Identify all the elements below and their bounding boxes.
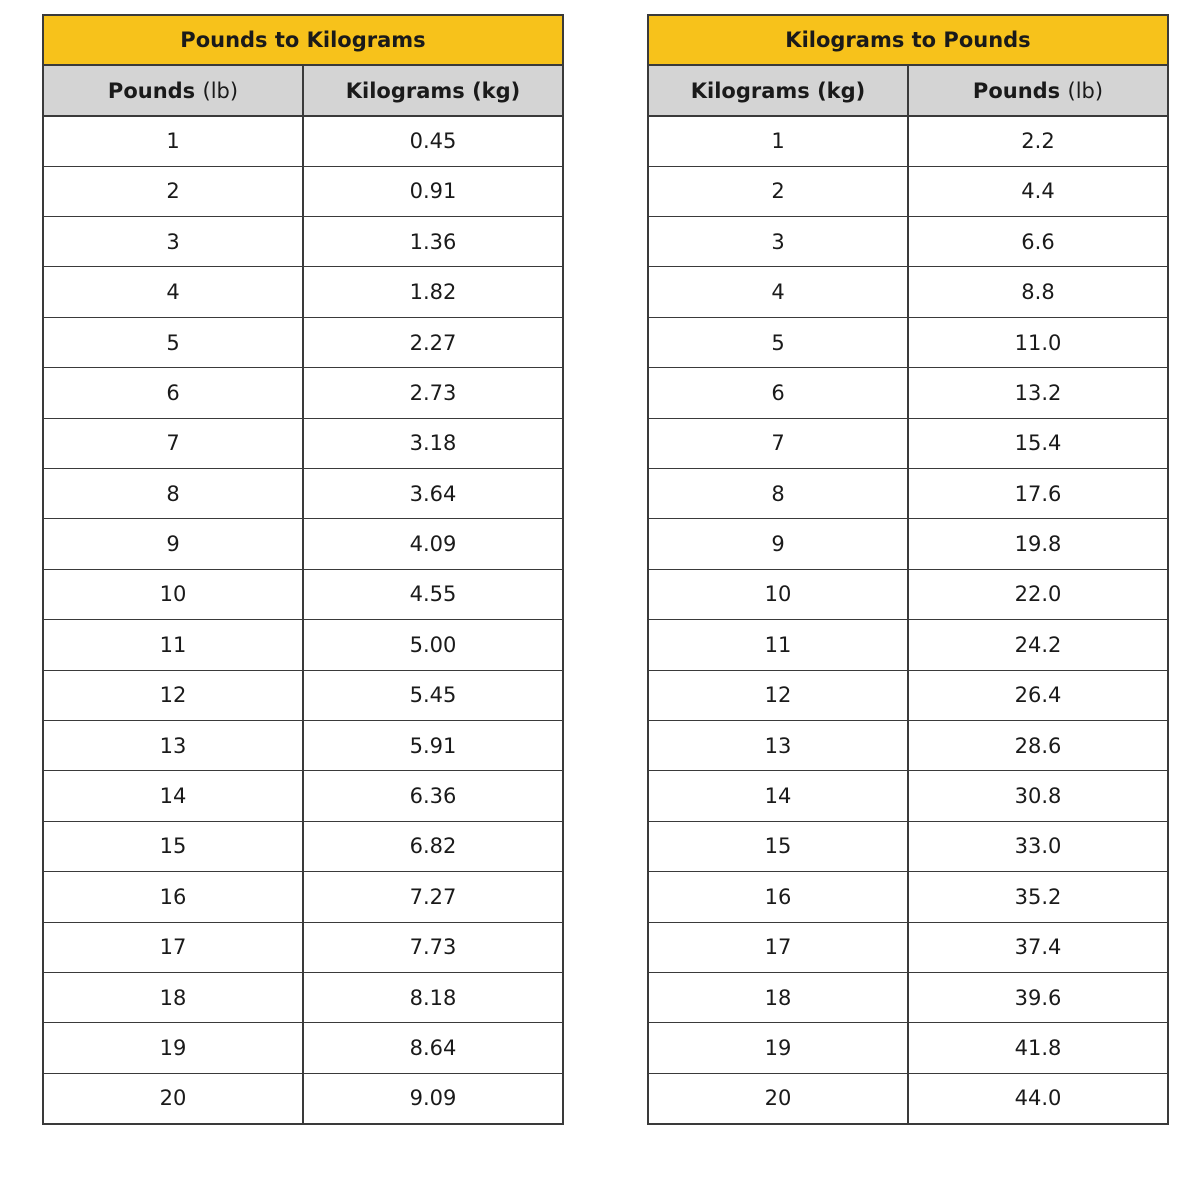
input-value-cell: 10 — [43, 569, 303, 619]
converted-value-cell: 2.2 — [908, 116, 1168, 166]
input-value-cell: 19 — [648, 1023, 908, 1073]
table-row — [43, 317, 563, 367]
pounds-to-kilograms-table — [42, 14, 564, 1125]
input-value-cell: 5 — [43, 317, 303, 367]
table-row — [43, 922, 563, 972]
converted-value-cell: 37.4 — [908, 922, 1168, 972]
converted-value-cell: 6.36 — [303, 771, 563, 821]
converted-value-cell: 1.36 — [303, 217, 563, 267]
converted-value-cell: 5.91 — [303, 720, 563, 770]
table-row — [648, 267, 1168, 317]
input-value-cell: 14 — [648, 771, 908, 821]
converted-value-cell: 41.8 — [908, 1023, 1168, 1073]
table-row — [43, 368, 563, 418]
column-header-unit: (kg) — [472, 78, 521, 103]
input-value-cell: 17 — [648, 922, 908, 972]
input-value-cell: 19 — [43, 1023, 303, 1073]
input-value-cell: 12 — [43, 670, 303, 720]
table-row — [648, 972, 1168, 1022]
table-row — [648, 1073, 1168, 1123]
converted-value-cell: 0.91 — [303, 166, 563, 216]
table-row — [43, 821, 563, 871]
table-row — [648, 922, 1168, 972]
converted-value-cell: 7.73 — [303, 922, 563, 972]
converted-value-cell: 3.18 — [303, 418, 563, 468]
table-row — [43, 116, 563, 166]
converted-value-cell: 9.09 — [303, 1073, 563, 1123]
converted-value-cell: 5.00 — [303, 620, 563, 670]
converted-value-cell: 17.6 — [908, 469, 1168, 519]
table-row — [43, 519, 563, 569]
input-value-cell: 7 — [43, 418, 303, 468]
converted-value-cell: 39.6 — [908, 972, 1168, 1022]
column-header-name: Kilograms — [345, 78, 465, 103]
table-row — [43, 1023, 563, 1073]
input-value-cell: 14 — [43, 771, 303, 821]
converted-value-cell: 3.64 — [303, 469, 563, 519]
kilograms-to-pounds-table — [647, 14, 1169, 1125]
converted-value-cell: 28.6 — [908, 720, 1168, 770]
table-row — [648, 670, 1168, 720]
table-row — [43, 720, 563, 770]
column-header-kilograms — [303, 65, 563, 115]
table-body — [648, 116, 1168, 1124]
table-row — [43, 469, 563, 519]
input-value-cell: 9 — [648, 519, 908, 569]
input-value-cell: 5 — [648, 317, 908, 367]
table-title: Kilograms to Pounds — [648, 15, 1168, 65]
converted-value-cell: 2.73 — [303, 368, 563, 418]
converted-value-cell: 8.18 — [303, 972, 563, 1022]
input-value-cell: 4 — [648, 267, 908, 317]
converted-value-cell: 4.09 — [303, 519, 563, 569]
input-value-cell: 9 — [43, 519, 303, 569]
converted-value-cell: 1.82 — [303, 267, 563, 317]
converted-value-cell: 7.27 — [303, 872, 563, 922]
input-value-cell: 17 — [43, 922, 303, 972]
table-row — [43, 166, 563, 216]
input-value-cell: 12 — [648, 670, 908, 720]
table-row — [43, 418, 563, 468]
converted-value-cell: 4.4 — [908, 166, 1168, 216]
input-value-cell: 8 — [43, 469, 303, 519]
table-row — [648, 872, 1168, 922]
table-row — [648, 620, 1168, 670]
input-value-cell: 1 — [648, 116, 908, 166]
table-body — [43, 116, 563, 1124]
input-value-cell: 1 — [43, 116, 303, 166]
converted-value-cell: 4.55 — [303, 569, 563, 619]
table-row — [648, 720, 1168, 770]
table-row — [648, 166, 1168, 216]
input-value-cell: 20 — [648, 1073, 908, 1123]
table-row — [648, 821, 1168, 871]
column-header-unit: (kg) — [817, 78, 866, 103]
converted-value-cell: 26.4 — [908, 670, 1168, 720]
converted-value-cell: 13.2 — [908, 368, 1168, 418]
converted-value-cell: 5.45 — [303, 670, 563, 720]
input-value-cell: 10 — [648, 569, 908, 619]
converted-value-cell: 11.0 — [908, 317, 1168, 367]
input-value-cell: 11 — [43, 620, 303, 670]
input-value-cell: 7 — [648, 418, 908, 468]
converted-value-cell: 8.64 — [303, 1023, 563, 1073]
table-row — [648, 771, 1168, 821]
input-value-cell: 11 — [648, 620, 908, 670]
input-value-cell: 8 — [648, 469, 908, 519]
converted-value-cell: 6.82 — [303, 821, 563, 871]
input-value-cell: 16 — [648, 872, 908, 922]
table-row — [648, 519, 1168, 569]
input-value-cell: 13 — [648, 720, 908, 770]
table-row — [43, 1073, 563, 1123]
input-value-cell: 2 — [648, 166, 908, 216]
table-row — [648, 317, 1168, 367]
input-value-cell: 15 — [43, 821, 303, 871]
table-row — [43, 569, 563, 619]
table-row — [43, 267, 563, 317]
converted-value-cell: 0.45 — [303, 116, 563, 166]
table-row — [648, 1023, 1168, 1073]
table-row — [43, 771, 563, 821]
column-header-name: Pounds — [972, 78, 1061, 103]
converted-value-cell: 22.0 — [908, 569, 1168, 619]
table-row — [43, 670, 563, 720]
converted-value-cell: 33.0 — [908, 821, 1168, 871]
column-header-unit: (lb) — [202, 78, 239, 103]
column-header-pounds — [908, 65, 1168, 115]
input-value-cell: 18 — [43, 972, 303, 1022]
input-value-cell: 18 — [648, 972, 908, 1022]
converted-value-cell: 6.6 — [908, 217, 1168, 267]
input-value-cell: 3 — [648, 217, 908, 267]
input-value-cell: 3 — [43, 217, 303, 267]
column-header-name: Kilograms — [690, 78, 810, 103]
input-value-cell: 16 — [43, 872, 303, 922]
table-row — [43, 872, 563, 922]
converted-value-cell: 2.27 — [303, 317, 563, 367]
table-title: Pounds to Kilograms — [43, 15, 563, 65]
converted-value-cell: 35.2 — [908, 872, 1168, 922]
column-header-kilograms — [648, 65, 908, 115]
input-value-cell: 6 — [648, 368, 908, 418]
table-row — [43, 217, 563, 267]
table-row — [648, 116, 1168, 166]
table-row — [648, 469, 1168, 519]
input-value-cell: 13 — [43, 720, 303, 770]
input-value-cell: 2 — [43, 166, 303, 216]
table-row — [43, 620, 563, 670]
input-value-cell: 15 — [648, 821, 908, 871]
converted-value-cell: 24.2 — [908, 620, 1168, 670]
table-row — [648, 217, 1168, 267]
table-row — [43, 972, 563, 1022]
column-header-unit: (lb) — [1067, 78, 1104, 103]
table-row — [648, 569, 1168, 619]
table-row — [648, 368, 1168, 418]
input-value-cell: 4 — [43, 267, 303, 317]
converted-value-cell: 8.8 — [908, 267, 1168, 317]
column-header-pounds — [43, 65, 303, 115]
converted-value-cell: 30.8 — [908, 771, 1168, 821]
converted-value-cell: 19.8 — [908, 519, 1168, 569]
converted-value-cell: 15.4 — [908, 418, 1168, 468]
input-value-cell: 6 — [43, 368, 303, 418]
table-row — [648, 418, 1168, 468]
column-header-name: Pounds — [107, 78, 196, 103]
input-value-cell: 20 — [43, 1073, 303, 1123]
converted-value-cell: 44.0 — [908, 1073, 1168, 1123]
